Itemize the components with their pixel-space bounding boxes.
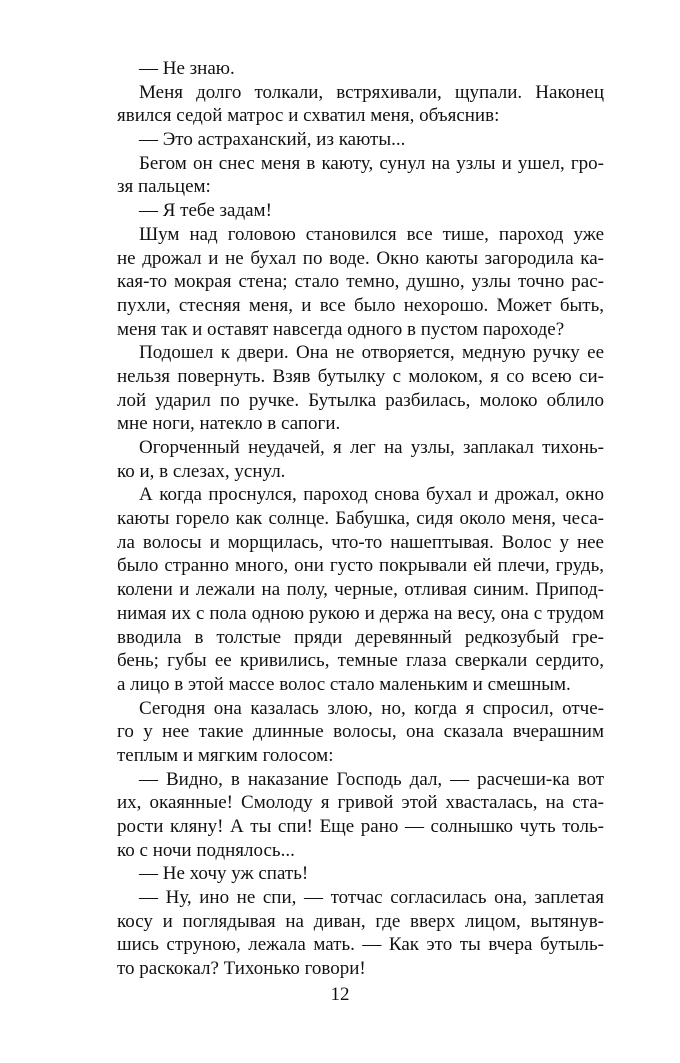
- paragraph: [117, 81, 604, 128]
- text-line: ко и, в слезах, уснул.: [117, 460, 286, 482]
- text-line: то раскокал? Тихонько говори!: [117, 958, 366, 980]
- text-line: го у нее такие длинные волосы, она сказала вчерашним: [117, 721, 604, 743]
- text-line: нимая их с пола одною рукою и держа на весу, она с трудом: [117, 602, 604, 624]
- text-line: лой ударил по ручке. Бутылка разбилась, молоко облило: [117, 389, 604, 411]
- text-line: Огорченный неудачей, я лег на узлы, заплакал тихонь-: [139, 437, 604, 458]
- paragraph: [117, 128, 604, 152]
- text-line: ла волосы и морщилась, что-то нашептывая. Волос у нее: [117, 531, 604, 553]
- paragraph: [117, 697, 604, 768]
- text-line: было странно много, они густо покрывали ей плечи, грудь,: [117, 555, 604, 577]
- paragraph: [117, 223, 604, 341]
- page-number: 12: [330, 984, 350, 1005]
- text-line: ко с ночи поднялось...: [117, 839, 295, 861]
- text-line: бень; губы ее кривились, темные глаза сверкали сердито,: [117, 650, 604, 672]
- text-line: зя пальцем:: [117, 176, 211, 198]
- text-line: Бегом он снес меня в каюту, сунул на узлы и ушел, гро-: [139, 152, 604, 174]
- text-line: — Я тебе задам!: [139, 200, 272, 222]
- text-line: вводила в толстые пряди деревянный редкозубый гре-: [117, 626, 604, 648]
- text-line: теплым и мягким голосом:: [117, 744, 334, 766]
- text-line: рости кляну! А ты спи! Еще рано — солнышко чуть толь-: [117, 816, 604, 837]
- paragraph: [117, 57, 604, 81]
- paragraph: [117, 199, 604, 223]
- text-line: каюты горело как солнце. Бабушка, сидя около меня, чеса-: [117, 508, 604, 530]
- text-line: кая-то мокрая стена; стало темно, душно, узлы точно рас-: [117, 271, 604, 293]
- text-line: Меня долго толкали, встряхивали, щупали. Наконец: [139, 81, 604, 103]
- text-line: колени и лежали на полу, черные, отливая синим. Припод-: [117, 579, 604, 601]
- text-line: Подошел к двери. Она не отворяется, медную ручку ее: [139, 342, 604, 364]
- paragraph: [117, 152, 604, 199]
- text-line: а лицо в этой массе волос стало маленьким и смешным.: [117, 673, 571, 695]
- paragraph: [117, 862, 604, 886]
- text-line: мне ноги, натекло в сапоги.: [117, 413, 341, 435]
- paragraph: [117, 768, 604, 863]
- text-line: нельзя повернуть. Взяв бутылку с молоком, я со всею си-: [117, 365, 604, 387]
- text-line: явился седой матрос и схватил меня, объяснив:: [117, 105, 500, 127]
- text-line: косу и поглядывая на диван, где вверх лицом, вытянув-: [117, 910, 604, 932]
- text-line: — Это астраханский, из каюты...: [139, 129, 406, 151]
- paragraph: [117, 483, 604, 696]
- text-line: шись струною, лежала мать. — Как это ты вчера бутыль-: [117, 934, 604, 956]
- text-line: их, окаянные! Смолоду я гривой этой хвасталась, на ста-: [117, 792, 604, 814]
- text-line: не дрожал и не бухал по воде. Окно каюты загородила ка-: [117, 247, 604, 269]
- text-line: Сегодня она казалась злою, но, когда я спросил, отче-: [139, 697, 604, 719]
- text-line: меня так и оставят навсегда одного в пустом пароходе?: [117, 318, 565, 340]
- text-line: — Видно, в наказание Господь дал, — расчеши-ка вот: [139, 768, 604, 790]
- text-line: — Не хочу уж спать!: [139, 863, 309, 885]
- text-line: — Ну, ино не спи, — тотчас согласилась она, заплетая: [139, 887, 604, 909]
- text-line: А когда проснулся, пароход снова бухал и дрожал, окно: [139, 484, 604, 506]
- paragraph: [117, 436, 604, 483]
- text-line: пухли, стесняя меня, и все было нехорошо. Может быть,: [117, 294, 604, 316]
- text-line: Шум над головою становился все тише, пароход уже: [139, 223, 604, 245]
- paragraph: [117, 341, 604, 436]
- page-body-text: [117, 57, 604, 981]
- text-line: — Не знаю.: [139, 58, 235, 79]
- paragraph: [117, 886, 604, 981]
